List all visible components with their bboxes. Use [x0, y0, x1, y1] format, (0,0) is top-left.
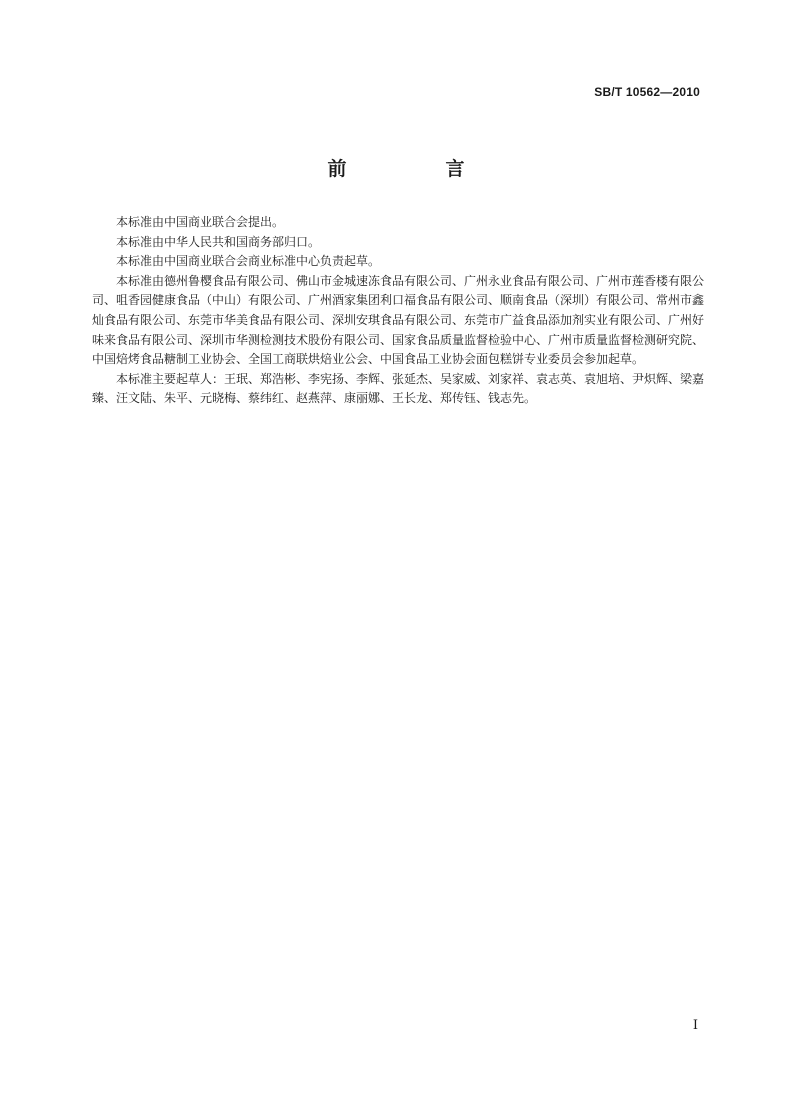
paragraph-drafter: 本标准由中国商业联合会商业标准中心负责起草。 [116, 254, 381, 269]
foreword-body [92, 213, 704, 409]
paragraph-proposer: 本标准由中国商业联合会提出。 [116, 215, 285, 229]
page-title: 前 言 [327, 158, 505, 180]
paragraph-main-drafters: 本标准主要起草人：王珉、郑浩彬、李宪扬、李辉、张延杰、吴家威、刘家祥、袁志英、袁旭培、尹炽辉、梁嘉臻、汪文陆、朱平、元晓梅、蔡纬红、赵燕萍、康丽娜、王长龙、郑传钰、钱志先。 [92, 371, 705, 406]
paragraph-participants: 本标准由德州鲁樱食品有限公司、佛山市金城速冻食品有限公司、广州永业食品有限公司、广州市莲香楼有限公司、咀香园健康食品（中山）有限公司、广州酒家集团利口福食品有限公司、顺南食品（深圳）有限公司、常州市鑫灿食品有限公司、东莞市华美食品有限公司、深圳安琪食品有限公司、东莞市广益食品添加剂实业有限公司、广州好味来食品有限公司、深圳市华测检测技术股份有限公司、国家食品质量监督检验中心、广州市质量监督检测研究院、中国焙烤食品糖制工业协会、全国工商联烘焙业公会、中国食品工业协会面包糕饼专业委员会参加起草。 [92, 273, 705, 367]
paragraph-centralized: 本标准由中华人民共和国商务部归口。 [116, 234, 321, 249]
page-number: I [692, 1018, 698, 1033]
standard-code: SB/T 10562—2010 [594, 85, 700, 99]
